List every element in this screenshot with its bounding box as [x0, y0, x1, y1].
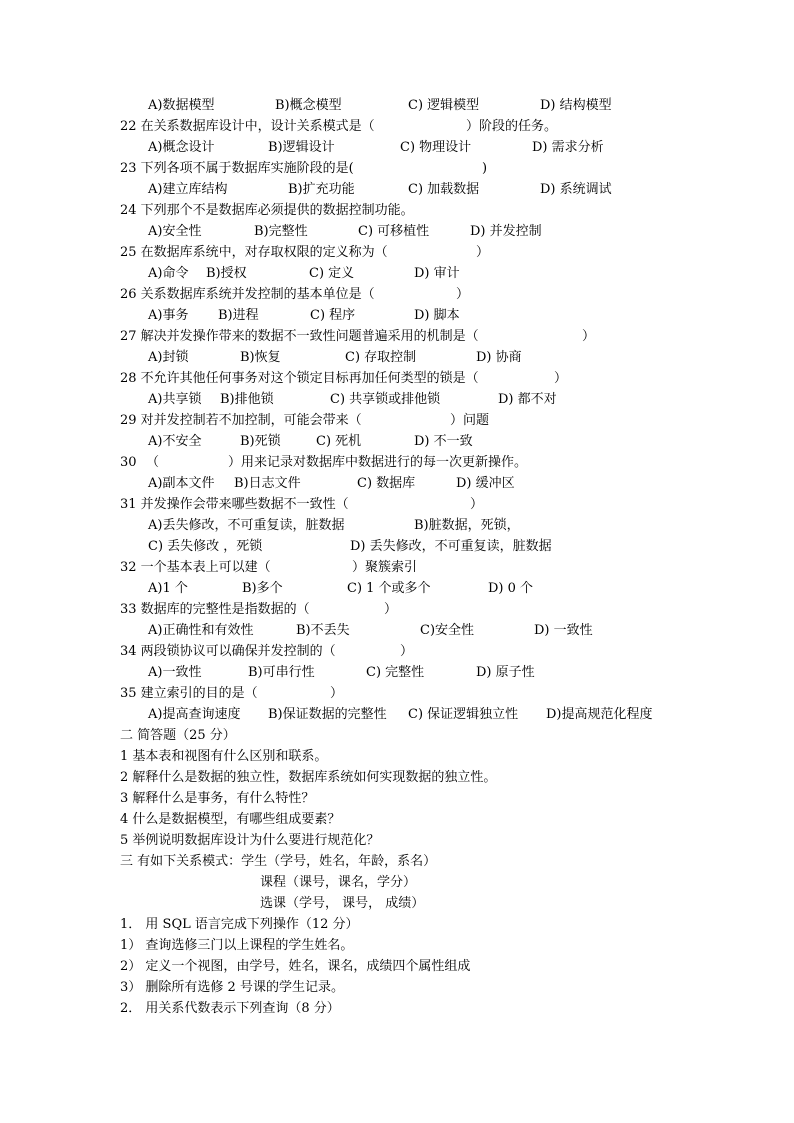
- option-a: A)副本文件: [148, 476, 215, 491]
- option-c: C) 程序: [310, 308, 356, 323]
- option-b: B)扩充功能: [288, 182, 355, 197]
- option-c: C) 存取控制: [345, 350, 417, 365]
- sql-task-text: 3） 删除所有选修 2 号课的学生记录。: [120, 980, 344, 995]
- option-b: B)脏数据，死锁，: [414, 518, 520, 533]
- option-b: B)死锁: [240, 434, 281, 449]
- option-d: D) 不一致: [414, 434, 473, 449]
- question-stem: 24 下列那个不是数据库必须提供的数据控制功能。: [120, 203, 414, 218]
- sql-task-text: 2） 定义一个视图，由学号，姓名，课名，成绩四个属性组成: [120, 959, 471, 974]
- short-answer-text: 5 举例说明数据库设计为什么要进行规范化？: [120, 833, 380, 848]
- question-tail: ）: [476, 245, 490, 260]
- option-d: D) 结构模型: [540, 98, 612, 113]
- option-c: C) 加载数据: [408, 182, 480, 197]
- part-heading: 2． 用关系代数表示下列查询（8 分）: [120, 1001, 340, 1016]
- question-stem: 31 并发操作会带来哪些数据不一致性（: [120, 497, 349, 512]
- option-d: D) 系统调试: [540, 182, 612, 197]
- sql-task-text: 1） 查询选修三门以上课程的学生姓名。: [120, 938, 354, 953]
- question-tail: ）问题: [450, 413, 490, 428]
- option-b: B)恢复: [240, 350, 281, 365]
- option-d: D) 原子性: [476, 665, 535, 680]
- option-c: C) 丢失修改 ，死锁: [148, 539, 263, 554]
- option-c: C) 定义: [309, 266, 355, 281]
- question-stem: 32 一个基本表上可以建（: [120, 560, 271, 575]
- option-a: A)事务: [148, 308, 189, 323]
- question-stem: 28 不允许其他任何事务对这个锁定目标再加任何类型的锁是（: [120, 371, 479, 386]
- option-a: A)概念设计: [148, 140, 215, 155]
- option-d: D) 审计: [414, 266, 460, 281]
- option-c: C) 逻辑模型: [408, 98, 480, 113]
- question-stem: 35 建立索引的目的是（: [120, 686, 258, 701]
- question-tail: ）: [470, 497, 484, 512]
- option-a: A)共享锁: [148, 392, 202, 407]
- option-a: A)不安全: [148, 434, 202, 449]
- question-tail: ): [482, 161, 488, 176]
- schema-text: 课程（课号，课名，学分）: [260, 875, 417, 890]
- option-c: C) 死机: [316, 434, 362, 449]
- option-d: D) 并发控制: [470, 224, 542, 239]
- option-a: A)命令: [148, 266, 189, 281]
- option-d: D) 一致性: [534, 623, 593, 638]
- question-tail: ）: [400, 644, 414, 659]
- option-c: C) 可移植性: [358, 224, 430, 239]
- option-b: B)保证数据的完整性: [268, 707, 387, 722]
- question-stem: 23 下列各项不属于数据库实施阶段的是(: [120, 161, 354, 176]
- schema-text: 选课（学号， 课号， 成绩）: [260, 896, 425, 911]
- question-tail: ）用来记录对数据库中数据进行的每一次更新操作。: [228, 455, 528, 470]
- option-a: A)安全性: [148, 224, 202, 239]
- option-d: D) 需求分析: [532, 140, 604, 155]
- option-d: D) 协商: [476, 350, 522, 365]
- option-c: C) 数据库: [357, 476, 416, 491]
- option-b: B)授权: [206, 266, 247, 281]
- question-tail: ）阶段的任务。: [466, 119, 558, 134]
- question-stem: 29 对并发控制若不加控制，可能会带来（: [120, 413, 362, 428]
- option-b: B)逻辑设计: [268, 140, 335, 155]
- option-a: A)封锁: [148, 350, 189, 365]
- short-answer-text: 4 什么是数据模型，有哪些组成要素？: [120, 812, 341, 827]
- part-heading: 1． 用 SQL 语言完成下列操作（12 分）: [120, 917, 359, 932]
- option-b: B)排他锁: [220, 392, 274, 407]
- option-a: A)正确性和有效性: [148, 623, 254, 638]
- option-a: A)建立库结构: [148, 182, 228, 197]
- option-d: D) 都不对: [498, 392, 557, 407]
- question-stem: 22 在关系数据库设计中，设计关系模式是（: [120, 119, 375, 134]
- option-b: B)完整性: [254, 224, 308, 239]
- question-tail: ）: [384, 602, 398, 617]
- short-answer-text: 3 解释什么是事务，有什么特性？: [120, 791, 315, 806]
- option-d: D) 缓冲区: [456, 476, 515, 491]
- short-answer-text: 2 解释什么是数据的独立性，数据库系统如何实现数据的独立性。: [120, 770, 497, 785]
- section-title: 三 有如下关系模式：学生（学号，姓名，年龄，系名）: [120, 854, 437, 869]
- option-c: C) 物理设计: [400, 140, 472, 155]
- option-b: B)日志文件: [234, 476, 301, 491]
- short-answer-text: 1 基本表和视图有什么区别和联系。: [120, 749, 328, 764]
- question-tail: ）: [456, 287, 470, 302]
- question-number: 30: [120, 455, 137, 470]
- option-b: B)进程: [218, 308, 259, 323]
- option-d: D) 0 个: [488, 581, 534, 596]
- option-c: C) 共享锁或排他锁: [330, 392, 441, 407]
- question-stem: 26 关系数据库系统并发控制的基本单位是（: [120, 287, 375, 302]
- option-c: C) 保证逻辑独立性: [408, 707, 519, 722]
- question-paren: （: [146, 455, 160, 470]
- question-tail: ）: [582, 329, 596, 344]
- question-tail: ）: [330, 686, 344, 701]
- option-d: D) 脚本: [414, 308, 460, 323]
- question-stem: 25 在数据库系统中，对存取权限的定义称为（: [120, 245, 388, 260]
- option-a: A)一致性: [148, 665, 202, 680]
- option-b: B)多个: [242, 581, 283, 596]
- question-stem: 33 数据库的完整性是指数据的（: [120, 602, 310, 617]
- option-a: A)1 个: [148, 581, 188, 596]
- question-tail: ）聚簇索引: [352, 560, 418, 575]
- option-b: B)不丢失: [296, 623, 350, 638]
- option-c: C)安全性: [420, 623, 475, 638]
- question-stem: 27 解决并发操作带来的数据不一致性问题普遍采用的机制是（: [120, 329, 479, 344]
- option-c: C) 完整性: [366, 665, 425, 680]
- option-a: A)数据模型: [148, 98, 215, 113]
- option-b: B)概念模型: [275, 98, 342, 113]
- option-d: D) 丢失修改，不可重复读，脏数据: [350, 539, 552, 554]
- option-a: A)提高查询速度: [148, 707, 241, 722]
- option-c: C) 1 个或多个: [347, 581, 431, 596]
- question-tail: ）: [554, 371, 568, 386]
- question-stem: 34 两段锁协议可以确保并发控制的（: [120, 644, 336, 659]
- option-b: B)可串行性: [248, 665, 315, 680]
- section-title: 二 简答题（25 分）: [120, 728, 236, 743]
- option-a: A)丢失修改，不可重复读，脏数据: [148, 518, 345, 533]
- option-d: D)提高规范化程度: [546, 707, 653, 722]
